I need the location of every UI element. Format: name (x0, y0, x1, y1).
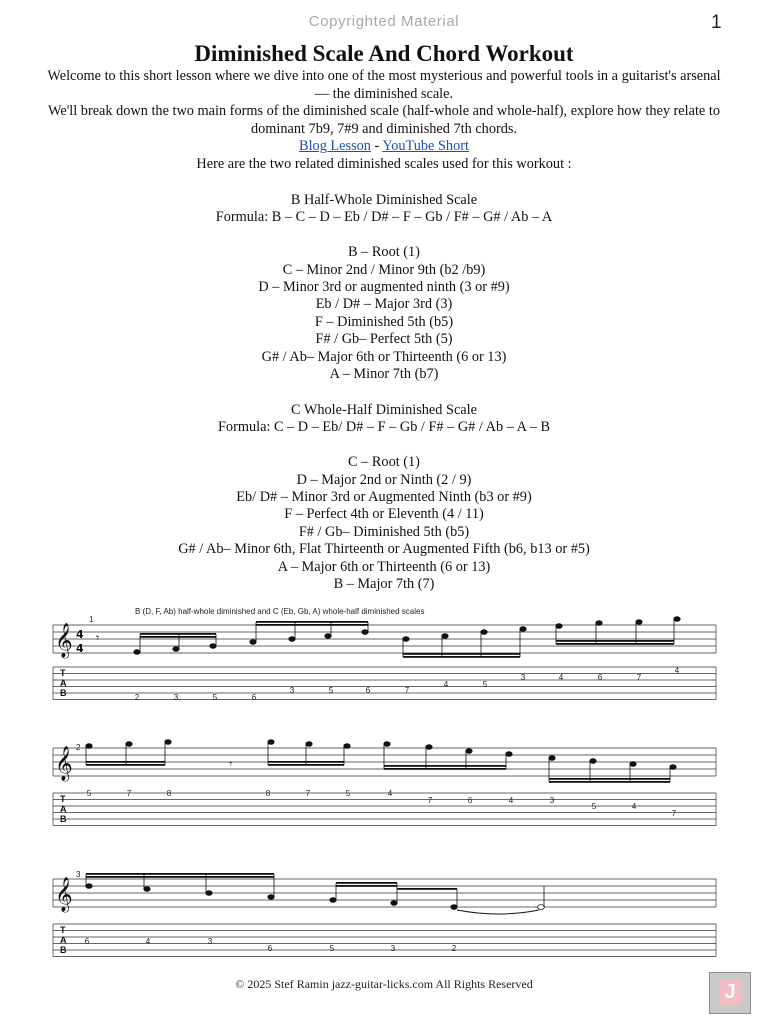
tab-clef-icon (60, 794, 67, 824)
time-signature-top: 4 (76, 628, 84, 641)
tab-number: 4 (558, 673, 564, 682)
scale-degree: C – Minor 2nd / Minor 9th (b2 /b9) (282, 261, 486, 278)
intro-paragraph: Welcome to this short lesson where we dive into one of the most mysterious and powerful tools in a guitarist's arsenal — the diminished scale. (47, 68, 721, 102)
page-number: 1 (711, 12, 722, 33)
tab-number: 4 (443, 680, 449, 689)
blog-lesson-link[interactable]: Blog Lesson (299, 138, 371, 155)
scale-formula: Formula: B – C – D – Eb / D# – F – Gb / F# – G# / Ab – A (215, 209, 553, 226)
svg-text:T: T (60, 925, 66, 935)
svg-text:A: A (60, 678, 67, 688)
intro-block (40, 68, 728, 174)
svg-text:T: T (60, 794, 66, 804)
treble-clef-icon: 𝄞 (55, 623, 73, 658)
tab-number: 5 (329, 944, 335, 953)
tab-number: 6 (84, 937, 90, 946)
copyright-footer: © 2025 Stef Ramin jazz-guitar-licks.com All Rights Reserved (235, 977, 533, 991)
scale-degree: F# / Gb– Perfect 5th (5) (315, 331, 453, 348)
tab-number: 7 (427, 796, 433, 805)
tab-number: 4 (631, 802, 637, 811)
tab-number: 6 (365, 686, 371, 695)
scale-degree: F# / Gb– Diminished 5th (b5) (298, 523, 470, 540)
tab-number: 4 (508, 796, 514, 805)
intro-paragraph: We'll break down the two main forms of the diminished scale (half-whole and whole-half), explore how they relate to dominant 7b9, 7#9 and diminished 7th chords. (48, 103, 720, 137)
tab-number: 4 (387, 789, 393, 798)
scale-degree: G# / Ab– Minor 6th, Flat Thirteenth or Augmented Fifth (b6, b13 or #5) (178, 541, 590, 558)
scale1-section (0, 192, 768, 383)
scale-degree: D – Minor 3rd or augmented ninth (3 or #9) (258, 279, 510, 296)
tab-number: 6 (597, 673, 603, 682)
treble-clef-icon: 𝄞 (55, 877, 73, 912)
scale-degree: B – Root (1) (348, 244, 420, 261)
svg-text:A: A (60, 804, 67, 814)
tab-number: 5 (212, 693, 218, 702)
tab-number: 3 (173, 693, 179, 702)
intro-paragraph: Here are the two related diminished scales used for this workout : (196, 155, 572, 172)
scale-degree: F – Diminished 5th (b5) (314, 313, 454, 330)
scale-degree: G# / Ab– Major 6th or Thirteenth (6 or 13) (261, 348, 507, 365)
scale-degree: F – Perfect 4th or Eleventh (4 / 11) (284, 506, 484, 523)
tab-number: 3 (520, 673, 526, 682)
notation-caption: B (D, F, Ab) half-whole diminished and C (Eb, Gb, A) whole-half diminished scales (135, 607, 425, 616)
tab-number: 2 (134, 693, 140, 702)
page-title: Diminished Scale And Chord Workout (194, 41, 574, 66)
tab-number: 2 (451, 944, 457, 953)
svg-text:A: A (60, 935, 67, 945)
tab-number: 4 (145, 937, 151, 946)
measure-number: 1 (89, 615, 94, 624)
tab-number: 5 (482, 680, 488, 689)
rest-icon: 𝄾 (96, 631, 100, 645)
scale-formula: Formula: C – D – Eb/ D# – F – Gb / F# – G# / Ab – A – B (217, 419, 551, 436)
tab-clef-icon (60, 668, 67, 698)
tab-number: 5 (86, 789, 92, 798)
tab-number: 5 (591, 802, 597, 811)
scale-title: C Whole-Half Diminished Scale (291, 402, 477, 418)
tab-number: 6 (267, 944, 273, 953)
tab-number: 6 (251, 693, 257, 702)
tab-number: 6 (467, 796, 473, 805)
svg-text:B: B (60, 945, 67, 955)
app-launcher-button[interactable] (709, 972, 751, 1014)
measure-number: 2 (76, 743, 81, 752)
scale-degree: A – Minor 7th (b7) (329, 366, 439, 383)
rest-icon: 𝄾 (229, 757, 233, 771)
tab-number: 5 (345, 789, 351, 798)
scale-degree: C – Root (1) (348, 454, 420, 471)
scale-degree: B – Major 7th (7) (333, 576, 435, 593)
scale-degree: D – Major 2nd or Ninth (2 / 9) (296, 471, 472, 488)
scale-title: B Half-Whole Diminished Scale (290, 192, 478, 208)
notation-system (49, 602, 720, 712)
tab-number: 7 (404, 686, 410, 695)
lesson-links (40, 138, 728, 156)
notation-system (49, 866, 720, 976)
tab-number: 7 (126, 789, 132, 798)
time-signature-bottom: 4 (76, 642, 84, 655)
tab-number: 7 (671, 809, 677, 818)
scale-degree: Eb / D# – Major 3rd (3) (315, 296, 453, 313)
svg-text:B: B (60, 814, 67, 824)
link-separator: - (370, 138, 383, 155)
scale-degree: A – Major 6th or Thirteenth (6 or 13) (277, 558, 491, 575)
tab-number: 5 (328, 686, 334, 695)
tab-clef-icon (60, 925, 67, 955)
tab-number: 3 (289, 686, 295, 695)
youtube-short-link[interactable]: YouTube Short (382, 138, 469, 155)
treble-clef-icon: 𝄞 (55, 746, 73, 781)
tab-number: 3 (549, 796, 555, 805)
tie-arc (457, 910, 539, 914)
notation-system (49, 735, 720, 845)
tab-number: 7 (305, 789, 311, 798)
tab-number: 7 (636, 673, 642, 682)
app-logo-letter: J (724, 981, 736, 1003)
scale-degree: Eb/ D# – Minor 3rd or Augmented Ninth (b3 or #9) (236, 489, 532, 506)
measure-number: 3 (76, 870, 81, 879)
tab-number: 3 (390, 944, 396, 953)
tab-number: 8 (265, 789, 271, 798)
scale2-section (0, 402, 768, 593)
app-logo-icon (719, 980, 741, 1006)
watermark: Copyrighted Material (308, 13, 460, 30)
tab-number: 4 (674, 666, 680, 675)
svg-text:T: T (60, 668, 66, 678)
tab-number: 8 (166, 789, 172, 798)
tab-number: 3 (207, 937, 213, 946)
svg-text:B: B (60, 688, 67, 698)
